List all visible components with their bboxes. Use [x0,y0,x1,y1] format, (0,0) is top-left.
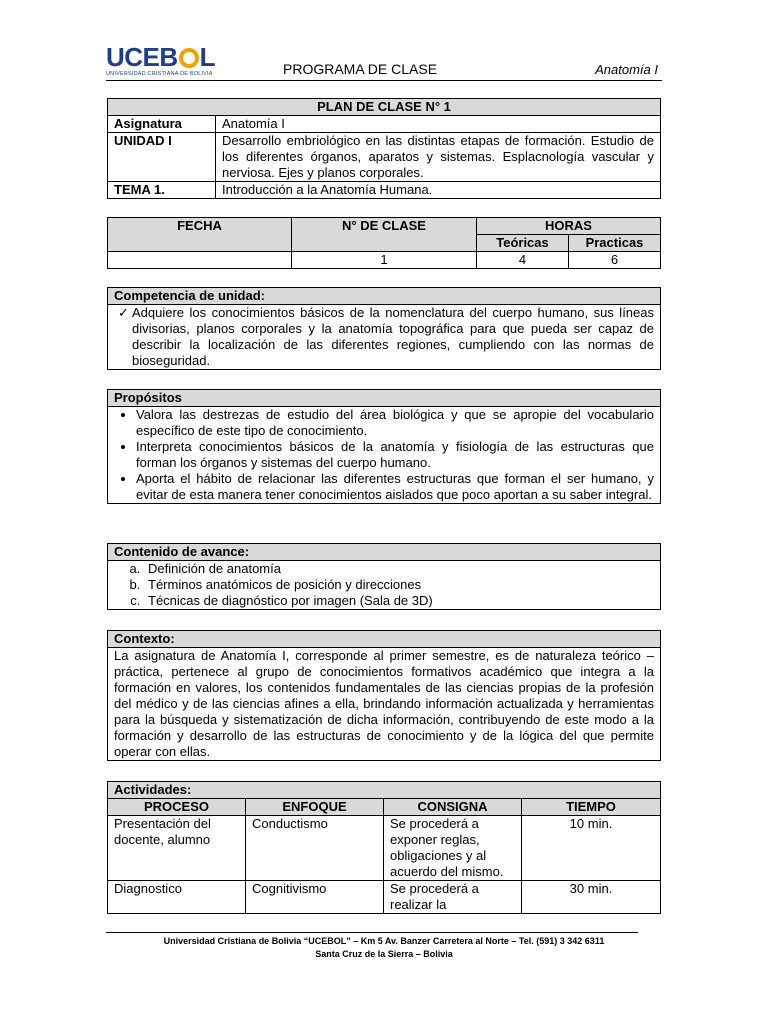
plan-title: PLAN DE CLASE N° 1 [108,99,661,116]
enfoque-cell: Conductismo [246,816,384,881]
actividades-table [107,781,661,914]
list-item: • Aporta el hábito de relacionar las diferentes estructuras que forman el ser humano, y evitar de esta manera tener conocimientos aislados que poco aportan a su saber integral. [136,471,654,503]
footer-address: Universidad Cristiana de Bolivia “UCEBOL” – Km 5 Av. Banzer Carretera al Norte – Tel. (591) 3 342 6311 [163,936,605,946]
col-header-proceso: PROCESO [108,799,246,816]
logo-subtitle: UNIVERSIDAD CRISTIANA DE BOLIVIA [106,71,213,77]
col-header-consigna: CONSIGNA [384,799,522,816]
subject-name: Anatomía I [595,62,658,77]
table-row [108,881,661,914]
proceso-cell: Diagnostico [108,881,246,914]
contexto-text: La asignatura de Anatomía I, corresponde al primer semestre, es de naturaleza teórico – práctica, pertenece al grupo de conocimientos formativos académico que integra a la formación en valores, los contenidos fundamentales de las ciencias propias de la profesión del médico y de las ciencias afines a ella, brindando información actualizada y herramientas para la búsqueda y sistematización de dicha información, contribuyendo de este modo a la formación y desarrollo de las estructuras de conocimiento y de la lógica del que permite operar con ellas. [108,648,661,761]
plan-value: Desarrollo embriológico en las distintas etapas de formación. Estudio de los diferentes órganos, aparatos y sistemas. Esplacnología vascular y nerviosa. Ejes y planos corporales. [216,133,661,182]
list-item: • Interpreta conocimientos básicos de la anatomía y fisiología de las estructuras que forman los órganos y sistemas del cuerpo humano. [136,439,654,471]
contexto-table [107,630,661,761]
practicas-value: 6 [569,252,661,269]
footer-divider [106,932,638,933]
page-title: PROGRAMA DE CLASE [283,61,438,77]
competencia-text: Adquiere los conocimientos básicos de la nomenclatura del cuerpo humano, sus líneas divisorias, planos corporales y la anatomía topográfica para que pueda ser capaz de describir la localización de las diferentes regiones, cumpliendo con las normas de bioseguridad. [132,305,654,368]
contexto-title: Contexto: [108,631,661,648]
list-item: b. Términos anatómicos de posición y direcciones [144,577,654,593]
competencia-title: Competencia de unidad: [108,288,661,305]
actividades-title: Actividades: [108,782,661,799]
proceso-cell: Presentación del docente, alumno [108,816,246,881]
plan-label: TEMA 1. [108,182,216,199]
col-header-enfoque: ENFOQUE [246,799,384,816]
list-item: • Valora las destrezas de estudio del área biológica y que se apropie del vocabulario específico de este tipo de conocimiento. [136,407,654,439]
clase-header: N° DE CLASE [292,218,477,252]
plan-label: UNIDAD I [108,133,216,182]
contenido-table [107,543,661,610]
plan-value: Introducción a la Anatomía Humana. [216,182,661,199]
header-divider [106,80,662,81]
logo-wordmark: UCEB L [106,42,216,72]
horas-header: HORAS [477,218,661,235]
plan-table [107,98,661,199]
table-row [108,816,661,881]
check-icon: ✓ [118,305,129,320]
tiempo-cell: 30 min. [522,881,661,914]
practicas-header: Practicas [569,235,661,252]
propositos-title: Propósitos [108,390,661,407]
list-item: a. Definición de anatomía [144,561,654,577]
footer-city: Santa Cruz de la Sierra – Bolivia [315,949,453,959]
enfoque-cell: Cognitivismo [246,881,384,914]
teoricas-header: Teóricas [477,235,569,252]
clase-value: 1 [292,252,477,269]
logo-ring-icon [179,48,199,68]
consigna-cell: Se procederá a realizar la [384,881,522,914]
fecha-value [108,252,292,269]
list-item: c. Técnicas de diagnóstico por imagen (Sala de 3D) [144,593,654,609]
fecha-header: FECHA [108,218,292,252]
col-header-tiempo: TIEMPO [522,799,661,816]
schedule-table [107,217,661,269]
propositos-table [107,389,661,504]
plan-value: Anatomía I [216,116,661,133]
consigna-cell: Se procederá a exponer reglas, obligaciones y al acuerdo del mismo. [384,816,522,881]
teoricas-value: 4 [477,252,569,269]
competencia-table [107,287,661,370]
contenido-title: Contenido de avance: [108,544,661,561]
ucebol-logo [106,44,228,77]
tiempo-cell: 10 min. [522,816,661,881]
plan-label: Asignatura [108,116,216,133]
